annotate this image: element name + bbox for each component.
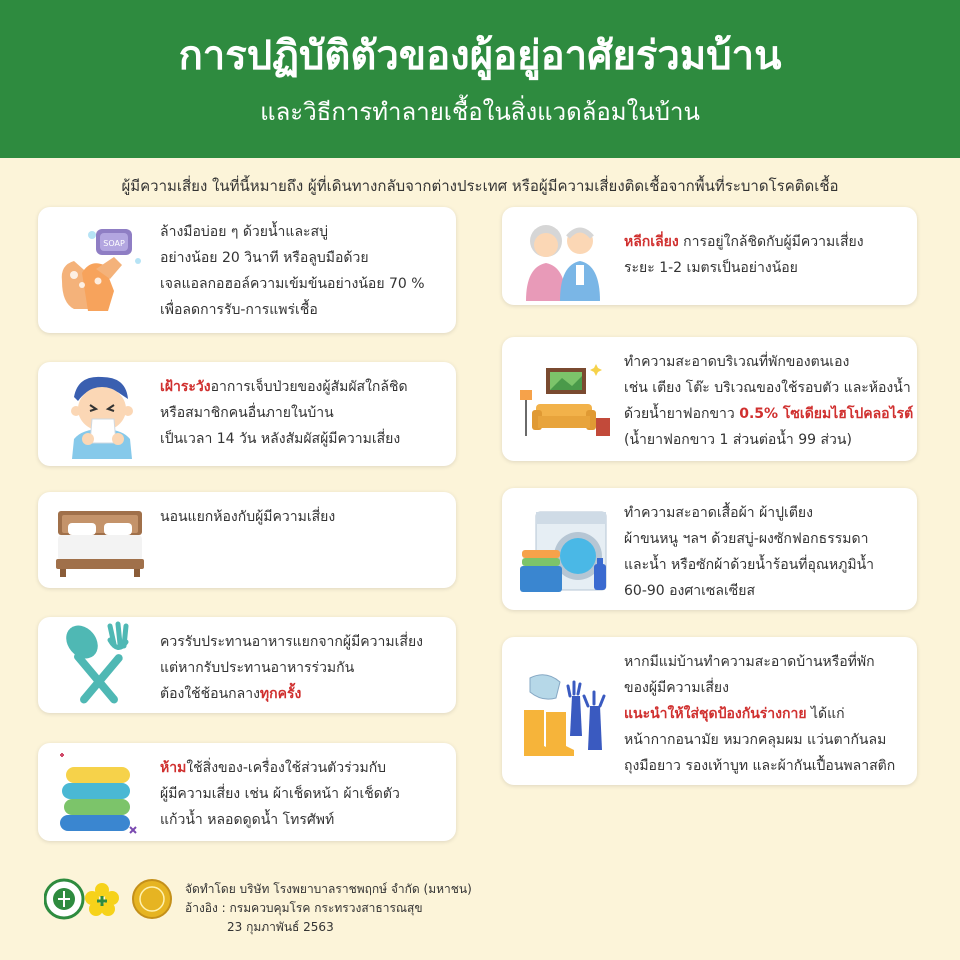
text-line — [160, 374, 446, 400]
text-line: อย่างน้อย 20 วินาที หรือลูบมือด้วย — [160, 250, 369, 266]
no-sharing-text — [160, 755, 446, 833]
text-line: 60-90 องศาเซลเซียส — [624, 583, 756, 599]
highlight-sodium-hypochlorite: 0.5% โซเดียมไฮโปคลอไรต์ — [739, 406, 914, 422]
highlight-protective-suit: แนะนำให้ใส่ชุดป้องกันร่างกาย — [624, 706, 807, 722]
text-line: หน้ากากอนามัย หมวกคลุมผม แว่นตากันลม — [624, 732, 887, 748]
folded-towels-icon — [52, 747, 148, 837]
svg-text:SOAP: SOAP — [103, 239, 125, 248]
avoid-contact-text — [624, 229, 907, 281]
text-line: (น้ำยาฟอกขาว 1 ส่วนต่อน้ำ 99 ส่วน) — [624, 432, 852, 448]
text-segment: ได้แก่ — [806, 706, 845, 722]
text-line: ล้างมือบ่อย ๆ ด้วยน้ำและสบู่ — [160, 224, 328, 240]
watch-symptoms-text — [160, 374, 446, 452]
text-line: และน้ำ หรือซักผ้าด้วยน้ำร้อนที่อุณหภูมิน้ำ — [624, 557, 875, 573]
text-line: หรือสมาชิกคนอื่นภายในบ้าน — [160, 405, 334, 421]
text-line: เจลแอลกอฮอล์ความเข้มข้นอย่างน้อย 70 % — [160, 276, 425, 292]
text-line: เป็นเวลา 14 วัน หลังสัมผัสผู้มีความเสี่ยง — [160, 431, 401, 447]
ministry-of-public-health-seal-icon — [45, 880, 83, 918]
card-no-sharing — [38, 743, 456, 841]
footer-credits — [185, 880, 472, 937]
protective-gear-icon — [516, 651, 612, 771]
protective-gear-text — [624, 649, 907, 779]
card-sleep-separately — [38, 492, 456, 588]
highlight-avoid: หลีกเลี่ยง — [624, 234, 679, 250]
text-line: เช่น เตียง โต๊ะ บริเวณของใช้รอบตัว และห้องน้ำ — [624, 380, 911, 396]
highlight-watch: เฝ้าระวัง — [160, 379, 211, 395]
card-hand-washing — [38, 207, 456, 333]
living-room-sofa-icon — [516, 354, 612, 444]
card-avoid-contact — [502, 207, 917, 305]
washing-machine-icon — [516, 504, 612, 594]
card-watch-symptoms — [38, 362, 456, 466]
text-line: ควรรับประทานอาหารแยกจากผู้มีความเสี่ยง — [160, 634, 423, 650]
credit-date: 23 กุมภาพันธ์ 2563 — [227, 920, 334, 934]
text-line: ทำความสะอาดบริเวณที่พักของตนเอง — [624, 354, 850, 370]
text-line: ของผู้มีความเสี่ยง — [624, 680, 729, 696]
laundry-text — [624, 500, 907, 604]
page-subtitle: และวิธีการทำลายเชื้อในสิ่งแวดล้อมในบ้าน — [260, 98, 700, 126]
card-laundry — [502, 488, 917, 610]
sleep-separately-text — [160, 504, 446, 530]
hand-washing-text — [160, 219, 446, 323]
text-line: ผู้มีความเสี่ยง เช่น ผ้าเช็ดหน้า ผ้าเช็ดตัว — [160, 786, 400, 802]
text-line: ผ้าขนหนู ฯลฯ ด้วยสบู่-ผงซักฟอกธรรมดา — [624, 531, 869, 547]
text-segment: ต้องใช้ช้อนกลาง — [160, 686, 260, 702]
bed-icon — [52, 495, 148, 585]
card-clean-living-area — [502, 337, 917, 461]
text-line: ระยะ 1-2 เมตรเป็นอย่างน้อย — [624, 260, 798, 276]
text-segment: ใช้สิ่งของ-เครื่องใช้ส่วนตัวร่วมกับ — [186, 760, 387, 776]
highlight-every-time: ทุกครั้ง — [259, 686, 302, 702]
page-title: การปฏิบัติตัวของผู้อยู่อาศัยร่วมบ้าน — [178, 33, 782, 79]
text-segment: การอยู่ใกล้ชิดกับผู้มีความเสี่ยง — [678, 234, 864, 250]
sick-boy-sneezing-icon — [52, 369, 148, 459]
text-line: ทำความสะอาดเสื้อผ้า ผ้าปูเตียง — [624, 505, 813, 521]
footer-logos — [44, 878, 174, 920]
elderly-couple-icon — [516, 211, 612, 301]
card-eat-separately — [38, 617, 456, 713]
text-line: แต่หากรับประทานอาหารร่วมกัน — [160, 660, 355, 676]
gold-seal-icon — [133, 880, 171, 918]
card-protective-gear — [502, 637, 917, 785]
text-line — [160, 681, 446, 707]
text-line: นอนแยกห้องกับผู้มีความเสี่ยง — [160, 509, 336, 525]
eat-separately-text — [160, 629, 446, 707]
credit-reference: อ้างอิง : กรมควบคุมโรค กระทรวงสาธารณสุข — [185, 901, 423, 915]
text-line: หากมีแม่บ้านทำความสะอาดบ้านหรือที่พัก — [624, 654, 875, 670]
hand-washing-soap-icon — [52, 225, 148, 315]
flower-cross-logo-icon — [85, 883, 119, 916]
header-banner — [0, 0, 960, 158]
text-line: เพื่อลดการรับ-การแพร่เชื้อ — [160, 302, 318, 318]
highlight-prohibit: ห้าม — [160, 760, 187, 776]
text-line: ถุงมือยาว รองเท้าบูท และผ้ากันเปื้อนพลาสติก — [624, 758, 896, 774]
credit-producer: จัดทำโดย บริษัท โรงพยาบาลราชพฤกษ์ จำกัด (มหาชน) — [185, 882, 472, 896]
clean-living-area-text — [624, 349, 914, 453]
text-line — [160, 755, 446, 781]
text-segment: อาการเจ็บป่วยของผู้สัมผัสใกล้ชิด — [210, 379, 408, 395]
text-segment: ด้วยน้ำยาฟอกขาว — [624, 406, 740, 422]
text-line: แก้วน้ำ หลอดดูดน้ำ โทรศัพท์ — [160, 812, 335, 828]
text-line — [624, 401, 914, 427]
text-line — [624, 229, 907, 255]
text-line — [624, 701, 907, 727]
intro-text: ผู้มีความเสี่ยง ในที่นี้หมายถึง ผู้ที่เดินทางกลับจากต่างประเทศ หรือผู้มีความเสี่ยงติดเชื้อจากพื้นที่ระบาดโรคติดเชื้อ — [121, 177, 839, 195]
spoon-fork-icon — [52, 620, 148, 710]
